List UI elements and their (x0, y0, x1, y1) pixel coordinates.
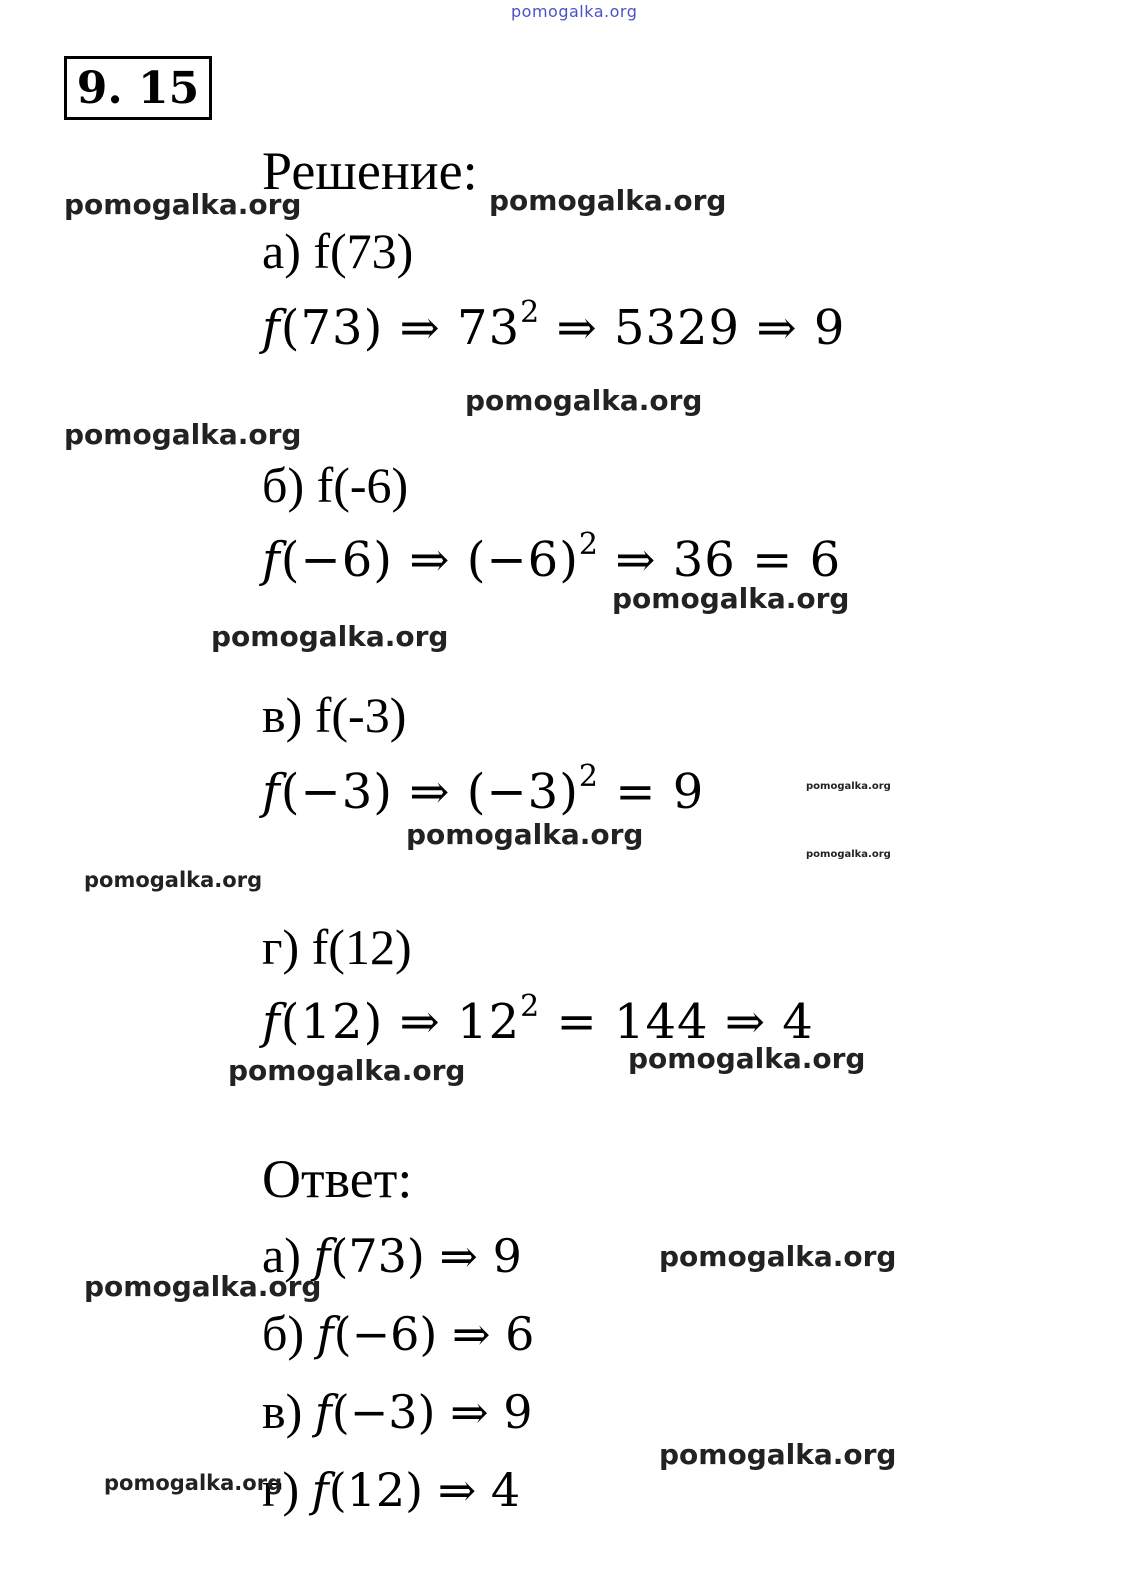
watermark: pomogalka.org (406, 818, 644, 851)
watermark: pomogalka.org (628, 1042, 866, 1075)
watermark: pomogalka.org (465, 384, 703, 417)
watermark: pomogalka.org (64, 418, 302, 451)
part-a-label: а) f(73) (262, 223, 414, 279)
part-d-equation: f(12) ⇒ $12^2 = 144$ ⇒ 4 (262, 989, 814, 1050)
watermark: pomogalka.org (806, 849, 891, 860)
problem-number-box (64, 56, 212, 120)
watermark: pomogalka.org (806, 781, 891, 792)
part-b-label: б) f(-6) (262, 457, 409, 513)
watermark: pomogalka.org (659, 1240, 897, 1273)
answer-a: а) f(73) ⇒ 9 (262, 1227, 522, 1283)
watermark: pomogalka.org (64, 188, 302, 221)
watermark: pomogalka.org (104, 1471, 283, 1495)
part-a-equation: f(73) ⇒ $73^2$ ⇒ 5329 ⇒ 9 (262, 295, 846, 356)
answer-c: в) f(−3) ⇒ 9 (262, 1383, 533, 1439)
solution-heading: Решение: (262, 141, 478, 201)
answer-b: б) f(−6) ⇒ 6 (262, 1305, 535, 1361)
watermark: pomogalka.org (612, 582, 850, 615)
part-c-equation: f(−3) ⇒ $(-3)^2 = 9$ (262, 759, 705, 820)
part-b-equation: f(−6) ⇒ $(-6)^2$ ⇒ 36 = 6 (262, 527, 842, 588)
watermark: pomogalka.org (489, 184, 727, 217)
answer-heading: Ответ: (262, 1149, 413, 1209)
watermark: pomogalka.org (84, 1270, 322, 1303)
problem-number: 9. 15 (76, 62, 200, 114)
part-c-label: в) f(-3) (262, 687, 407, 743)
watermark: pomogalka.org (228, 1054, 466, 1087)
part-d-label: г) f(12) (262, 919, 412, 975)
header-watermark: pomogalka.org (511, 2, 638, 21)
answer-d: г) f(12) ⇒ 4 (262, 1461, 521, 1517)
watermark: pomogalka.org (84, 868, 263, 892)
watermark: pomogalka.org (659, 1438, 897, 1471)
watermark: pomogalka.org (211, 620, 449, 653)
